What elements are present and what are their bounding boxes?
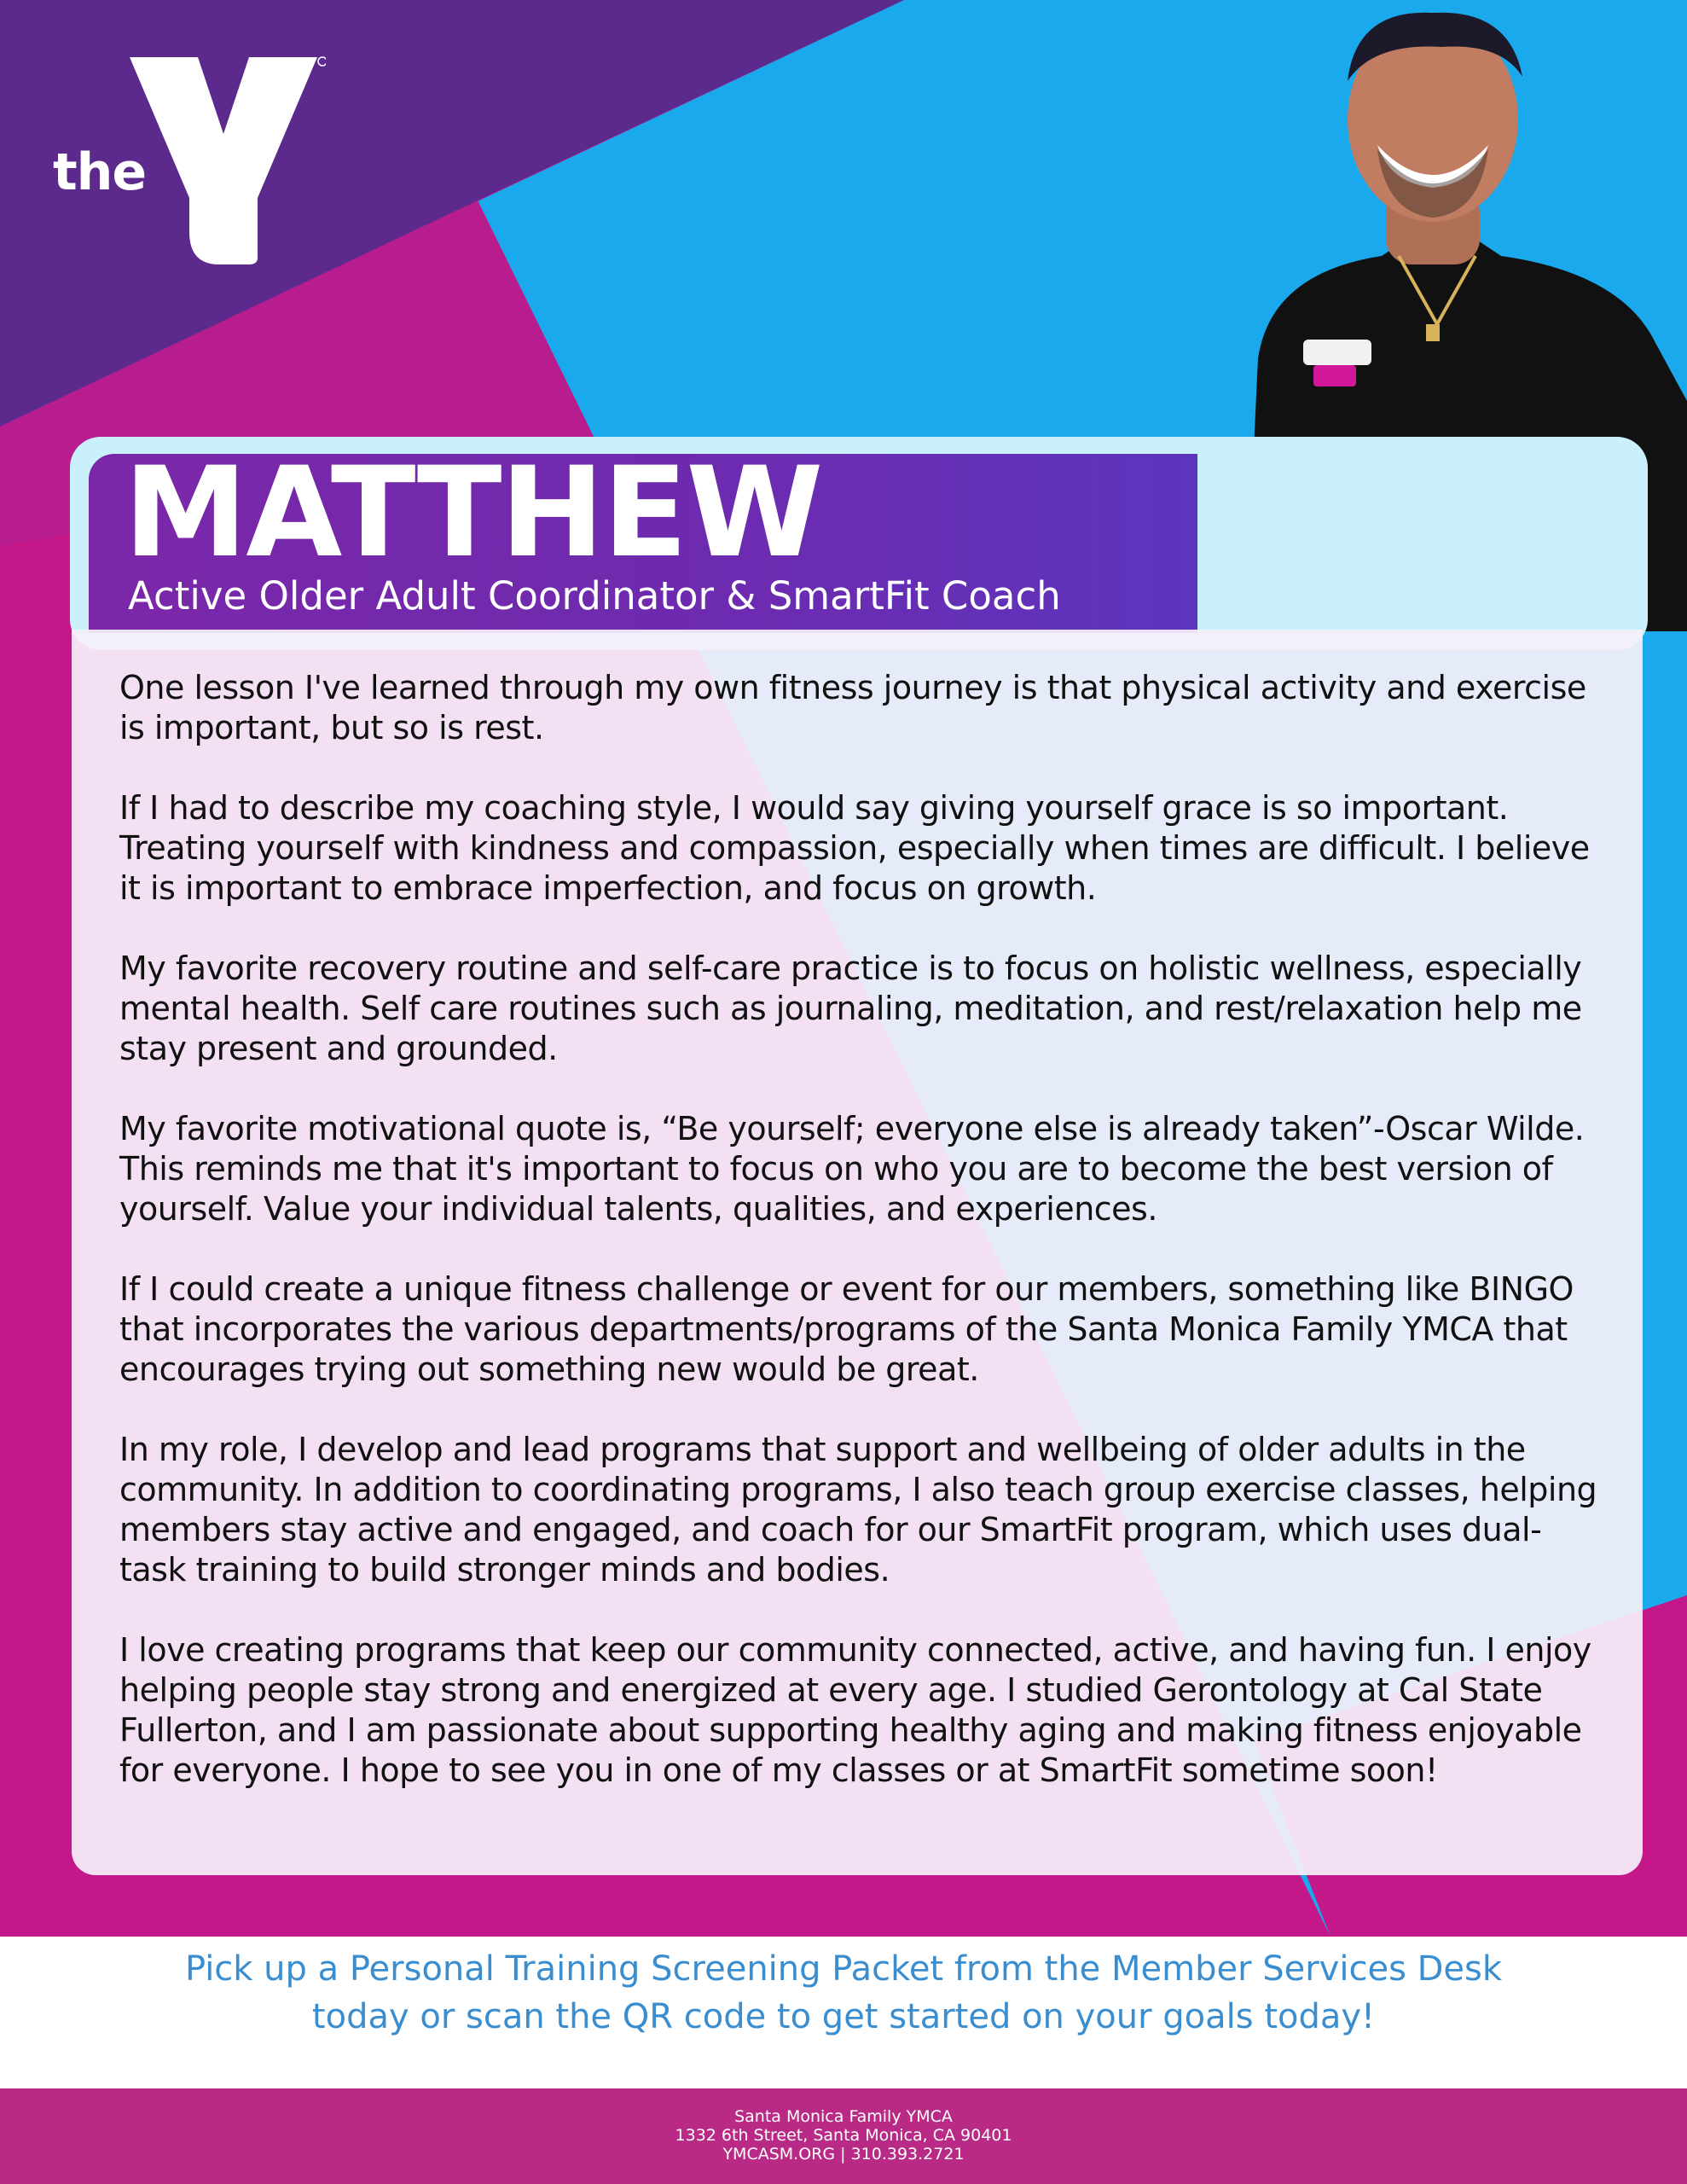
bio-paragraph: If I had to describe my coaching style, I would say giving yourself grace is so important. Treating yourself with kindness and compassion, especially when times are difficult. I believe it is important to embrace imperfection, and focus on growth. <box>119 789 1590 907</box>
bio-paragraph: I love creating programs that keep our community connected, active, and having fun. I enjoy helping people stay strong and energized at every age. I studied Gerontology at Cal State Fullerton, and I am passionate about supporting healthy aging and making fitness enjoyable for everyone. I hope to see you in one of my classes or at SmartFit sometime soon! <box>119 1631 1591 1789</box>
coach-title: Active Older Adult Coordinator & SmartFit Coach <box>128 573 1061 619</box>
cta-text <box>0 1949 1687 2041</box>
footer-contact: YMCASM.ORG | 310.393.2721 <box>722 2145 965 2164</box>
y-logo-icon <box>130 53 326 266</box>
coach-name: MATTHEW <box>124 440 822 585</box>
footer-org: Santa Monica Family YMCA <box>734 2107 953 2126</box>
cta-line-1: Pick up a Personal Training Screening Packet from the Member Services Desk <box>184 1949 1503 1989</box>
cta-line-2: today or scan the QR code to get started on your goals today! <box>311 1997 1376 2036</box>
logo-word: the <box>53 142 147 202</box>
bio-paragraph: If I could create a unique fitness challenge or event for our members, something like BINGO that incorporates the various departments/programs of the Santa Monica Family YMCA that encourages trying out something new would be great. <box>119 1270 1574 1388</box>
footer <box>0 2088 1687 2184</box>
bio-paragraph: One lesson I've learned through my own fitness journey is that physical activity and exercise is important, but so is rest. <box>119 669 1586 746</box>
bio-paragraph: My favorite motivational quote is, “Be yourself; everyone else is already taken”-Oscar Wilde. This reminds me that it's important to focus on who you are to become the best version of yourself. Value your individual talents, qualities, and experiences. <box>119 1110 1585 1228</box>
footer-address: 1332 6th Street, Santa Monica, CA 90401 <box>675 2126 1012 2145</box>
bio-paragraph: In my role, I develop and lead programs that support and wellbeing of older adults in the community. In addition to coordinating programs, I also teach group exercise classes, helping members stay active and engaged, and coach for our SmartFit program, which uses dual-task training to build stronger minds and bodies. <box>119 1431 1597 1589</box>
ymca-logo <box>53 53 326 266</box>
bio-paragraph: My favorite recovery routine and self-care practice is to focus on holistic wellness, especially mental health. Self care routines such as journaling, meditation, and rest/relaxation help me stay present and grounded. <box>119 950 1582 1067</box>
bio-text <box>119 668 1605 1831</box>
